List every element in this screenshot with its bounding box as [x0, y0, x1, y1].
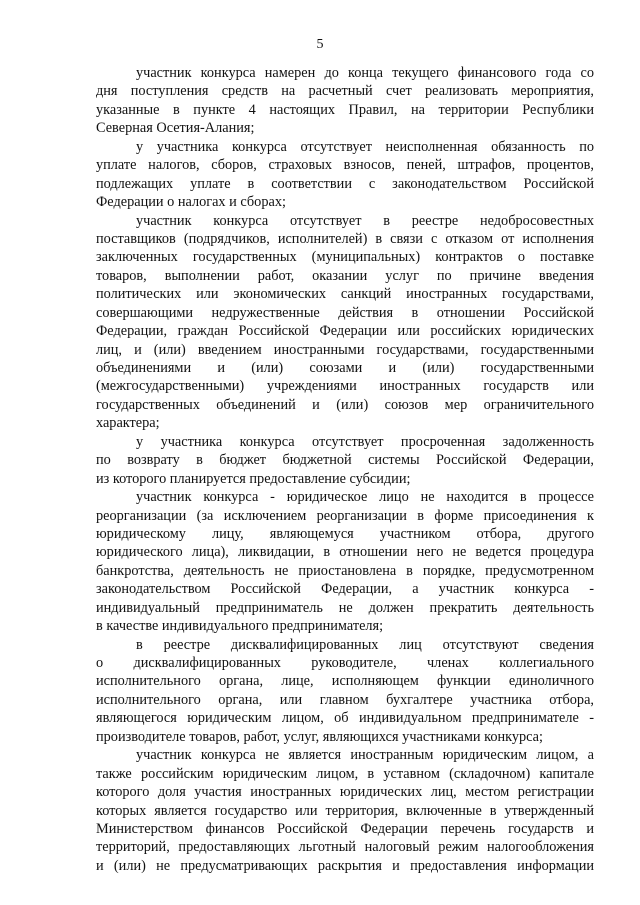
paragraph [96, 64, 594, 138]
text-line: юридического лица), ликвидации, в отношении него не ведется процедура [96, 544, 594, 561]
text-line: совершающими недружественные действия в отношении Российской [96, 304, 594, 321]
paragraph [96, 433, 594, 488]
text-line: уплате налогов, сборов, страховых взносов, пеней, штрафов, процентов, [96, 157, 594, 174]
text-line: реорганизации (за исключением реорганизации в форме присоединения к [96, 507, 594, 524]
text-line: Федерации, граждан Российской Федерации или российских юридических [96, 323, 594, 340]
paragraph [96, 212, 594, 433]
text-line: лиц, и (или) введением иностранными государствами, государственными [96, 341, 594, 358]
text-line: участник конкурса намерен до конца текущего финансового года со [136, 65, 594, 81]
text-line: заключенных государственных (муниципальных) контрактов о поставке [96, 249, 594, 266]
text-line: участник конкурса не является иностранным юридическим лицом, а [136, 747, 594, 764]
text-line: государственных объединений и (или) союзов мер ограничительного [96, 396, 594, 413]
document-body [96, 64, 594, 875]
paragraph [96, 488, 594, 636]
text-line: участник конкурса - юридическое лицо не находится в процессе [136, 489, 594, 506]
text-line: исполнительного органа, или главном бухгалтере участника отбора, [96, 691, 594, 708]
text-line: Федерации о налогах и сборах; [96, 194, 286, 211]
text-line: в реестре дисквалифицированных лиц отсутствуют сведения [136, 636, 594, 653]
text-line: Министерством финансов Российской Федерации перечень государств и [96, 820, 594, 837]
text-line: которых является государство или территория, включенные в утвержденный [96, 802, 594, 819]
paragraph [96, 138, 594, 212]
paragraph [96, 746, 594, 875]
text-line: индивидуальный предприниматель не должен прекратить деятельность [96, 599, 594, 616]
text-line: производителе товаров, работ, услуг, являющихся участниками конкурса; [96, 728, 543, 745]
text-line: указанные в пункте 4 настоящих Правил, на территории Республики [96, 101, 594, 118]
text-line: (межгосударственными) учреждениями иностранных государств или [96, 378, 594, 395]
text-line: участник конкурса отсутствует в реестре недобросовестных [136, 212, 594, 229]
text-line: банкротства, деятельность не приостановлена в порядке, предусмотренном [96, 562, 594, 579]
text-line: характера; [96, 415, 160, 432]
text-line: территорий, предоставляющих льготный налоговый режим налогообложения [96, 839, 594, 856]
text-line: политических или экономических санкций иностранных государствами, [96, 286, 594, 303]
text-line: в качестве индивидуального предпринимателя; [96, 618, 384, 635]
text-line: о дисквалифицированных руководителе, членах коллегиального [96, 655, 594, 671]
text-line: объединениями и (или) союзами и (или) государственными [96, 360, 594, 376]
text-line: юридическому лицу, являющемуся участником отбора, другого [96, 525, 594, 542]
text-line: исполнительного органа, лице, исполняющем функции единоличного [96, 673, 594, 690]
text-line: по возврату в бюджет бюджетной системы Российской Федерации, [96, 452, 594, 469]
text-line: из которого планируется предоставление субсидии; [96, 470, 411, 487]
text-line: которого доля участия иностранных юридических лиц, местом регистрации [96, 784, 594, 801]
text-line: товаров, выполнении работ, оказании услуг по причине введения [96, 267, 594, 284]
text-line: Северная Осетия-Алания; [96, 120, 255, 137]
text-line: дня поступления средств на расчетный счет реализовать мероприятия, [96, 83, 594, 100]
text-line: подлежащих уплате в соответствии с законодательством Российской [96, 175, 594, 192]
text-line: и (или) не предусматривающих раскрытия и предоставления информации [96, 857, 594, 874]
paragraph [96, 636, 594, 747]
text-line: у участника конкурса отсутствует неисполненная обязанность по [136, 138, 594, 155]
text-line: у участника конкурса отсутствует просроченная задолженность [136, 433, 594, 450]
text-line: также российским юридическим лицом, в уставном (складочном) капитале [96, 765, 594, 782]
text-line: законодательством Российской Федерации, а участник конкурса - [96, 581, 594, 598]
text-line: являющегося юридическим лицом, об индивидуальном предпринимателе - [96, 710, 594, 727]
text-line: поставщиков (подрядчиков, исполнителей) в связи с отказом от исполнения [96, 230, 594, 247]
page-number: 5 [316, 37, 324, 52]
